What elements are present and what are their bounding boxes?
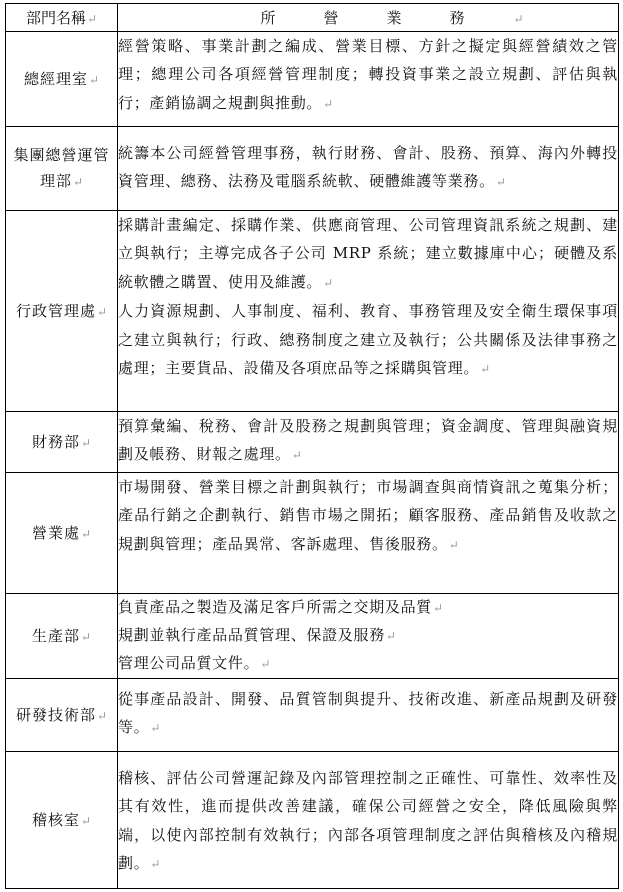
paragraph-mark: ↵ [385, 629, 396, 643]
department-table [5, 3, 619, 889]
table-row [6, 211, 619, 412]
paragraph-mark: ↵ [323, 96, 334, 111]
dept-duties-cell [118, 211, 619, 412]
paragraph-mark: ↵ [291, 448, 302, 463]
duty-paragraph: 預算彙編、稅務、會計及股務之規劃與管理；資金調度、管理與融資規劃及帳務、財報之處理。↵ [118, 417, 618, 464]
table-row [6, 127, 619, 211]
paragraph-mark: ↵ [495, 175, 506, 190]
dept-name-cell: 生產部↵ [6, 594, 118, 679]
paragraph-mark: ↵ [448, 537, 459, 552]
paragraph-mark: ↵ [80, 629, 92, 644]
dept-duties-cell [118, 679, 619, 752]
paragraph-mark: ↵ [80, 526, 92, 541]
paragraph-mark: ↵ [80, 435, 92, 450]
table-row [6, 752, 619, 889]
duty-paragraph: 規劃並執行產品品質管理、保證及服務↵ [118, 626, 396, 644]
duty-paragraph: 負責產品之製造及滿足客戶所需之交期及品質↵ [118, 598, 444, 616]
dept-duties-cell [118, 752, 619, 889]
paragraph-mark: ↵ [150, 857, 161, 872]
paragraph-mark: ↵ [260, 657, 271, 671]
paragraph-mark: ↵ [480, 362, 491, 377]
duty-paragraph: 市場開發、營業目標之計劃與執行；市場調查與商情資訊之蒐集分析；產品行銷之企劃執行、銷售市場之開拓；顧客服務、產品銷售及收款之規劃與管理；產品異常、客訴處理、售後服務。↵ [118, 478, 618, 553]
duty-paragraph: 管理公司品質文件。↵ [118, 654, 271, 672]
duty-paragraph: 採購計畫編定、採購作業、供應商管理、公司管理資訊系統之規劃、建立與執行；主導完成各子公司 MRP 系統；建立數據庫中心；硬體及系統軟體之購置、使用及維護。↵ [118, 216, 618, 291]
dept-name-cell: 稽核室↵ [6, 752, 118, 889]
dept-duties-cell [118, 412, 619, 473]
table-row [6, 32, 619, 127]
table-row [6, 679, 619, 752]
dept-name-cell: 營業處↵ [6, 473, 118, 594]
table-row [6, 594, 619, 679]
duty-paragraph: 從事產品設計、開發、品質管制與提升、技術改進、新產品規劃及研發等。↵ [118, 690, 618, 737]
paragraph-mark: ↵ [72, 175, 84, 189]
dept-duties-cell [118, 32, 619, 127]
paragraph-mark: ↵ [86, 12, 98, 26]
dept-duties-cell [118, 594, 619, 679]
dept-name-cell: 總經理室↵ [6, 32, 118, 127]
table-row [6, 473, 619, 594]
header-duties: 所營業務↵ [118, 4, 619, 32]
dept-name-cell: 行政管理處↵ [6, 211, 118, 412]
paragraph-mark: ↵ [323, 275, 334, 290]
duty-paragraph: 人力資源規劃、人事制度、福利、教育、事務管理及安全衛生環保事項之建立與執行；行政、總務制度之建立及執行；公共關係及法律事務之處理；主要貨品、設備及各項庶品等之採購與管理。↵ [118, 302, 618, 378]
paragraph-mark: ↵ [96, 304, 108, 319]
dept-duties-cell [118, 127, 619, 211]
paragraph-mark: ↵ [80, 813, 92, 828]
duty-paragraph: 稽核、評估公司營運記錄及內部管理控制之正確性、可靠性、效率性及其有效性，進而提供改善建議，確保公司經營之安全，降低風險與弊端，以使內部控制有效執行；內部各項管理制度之評估與稽核及內稽規劃。↵ [118, 769, 618, 873]
paragraph-mark: ↵ [88, 72, 100, 87]
paragraph-mark: ↵ [513, 12, 524, 26]
paragraph-mark: ↵ [150, 721, 161, 736]
paragraph-mark: ↵ [433, 601, 444, 615]
paragraph-mark: ↵ [96, 708, 108, 723]
duty-paragraph: 經營策略、事業計劃之編成、營業目標、方針之擬定與經營績效之管理；總理公司各項經營管理制度；轉投資事業之設立規劃、評估與執行；產銷協調之規劃與推動。↵ [118, 37, 618, 112]
table-row [6, 412, 619, 473]
dept-name-cell: 集團總營運管理部↵ [6, 127, 118, 211]
dept-name-cell: 研發技術部↵ [6, 679, 118, 752]
dept-duties-cell [118, 473, 619, 594]
header-dept-name: 部門名稱↵ [6, 4, 118, 32]
table-header-row [6, 4, 619, 32]
duty-paragraph: 統籌本公司經營管理事務，執行財務、會計、股務、預算、海內外轉投資管理、總務、法務及電腦系統軟、硬體維護等業務。↵ [118, 144, 618, 191]
dept-name-cell: 財務部↵ [6, 412, 118, 473]
